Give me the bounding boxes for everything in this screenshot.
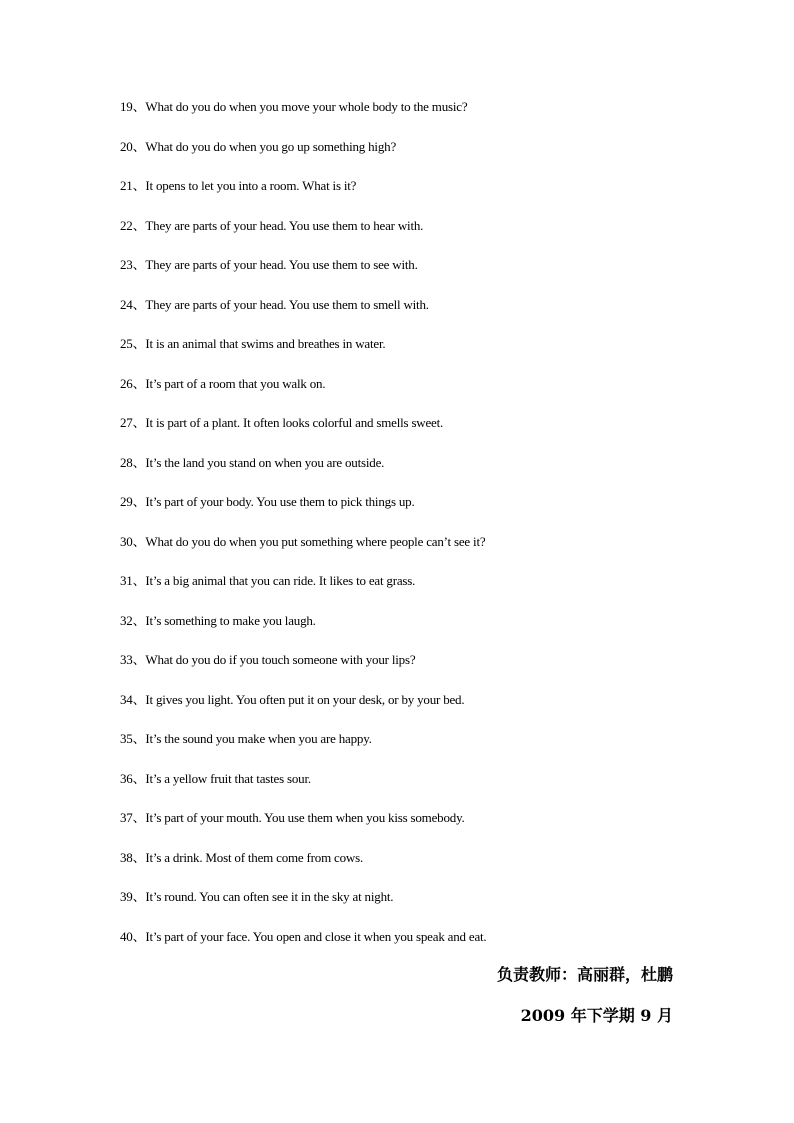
question-item: [120, 97, 720, 137]
question-text: It’s a big animal that you can ride. It likes to eat grass.: [145, 573, 416, 588]
question-text: What do you do when you put something where people can’t see it?: [145, 533, 486, 549]
question-number: 29、: [120, 494, 146, 509]
question-text: It’s part of your body. You use them to pick things up.: [145, 494, 415, 509]
question-item: [120, 295, 720, 335]
question-number: 23、: [120, 257, 146, 272]
question-item: [120, 137, 720, 177]
question-number: 31、: [120, 573, 146, 588]
question-number: 33、: [120, 652, 146, 667]
question-text: It’s the land you stand on when you are outside.: [145, 454, 385, 470]
question-number: 27、: [120, 415, 146, 430]
question-item: [120, 532, 720, 572]
question-number: 30、: [120, 533, 146, 549]
question-number: 37、: [120, 810, 146, 825]
question-text: They are parts of your head. You use them to see with.: [145, 257, 418, 272]
question-item: [120, 255, 720, 295]
question-item: [120, 453, 720, 493]
question-item: [120, 808, 720, 848]
question-list: [120, 97, 720, 966]
question-number: 34、: [120, 691, 146, 707]
question-item: [120, 571, 720, 611]
question-number: 36、: [120, 770, 146, 786]
question-item: [120, 374, 720, 414]
question-item: [120, 769, 720, 809]
question-text: It’s part of your mouth. You use them when you kiss somebody.: [145, 810, 465, 825]
question-item: [120, 729, 720, 769]
question-text: It’s part of a room that you walk on.: [145, 375, 326, 391]
question-number: 32、: [120, 612, 146, 628]
question-number: 19、: [120, 99, 146, 114]
question-text: It’s part of your face. You open and close it when you speak and eat.: [145, 928, 487, 944]
question-text: It gives you light. You often put it on your desk, or by your bed.: [145, 691, 465, 707]
question-text: It’s something to make you laugh.: [145, 612, 316, 628]
question-text: What do you do when you go up something high?: [145, 138, 397, 154]
semester-date: 2009 年下学期 9 月: [520, 1006, 673, 1025]
question-text: What do you do if you touch someone with your lips?: [145, 652, 416, 667]
question-text: It’s round. You can often see it in the sky at night.: [145, 889, 394, 904]
question-item: [120, 927, 720, 967]
question-item: [120, 650, 720, 690]
question-item: [120, 611, 720, 651]
question-item: [120, 413, 720, 453]
question-number: 25、: [120, 336, 146, 351]
question-number: 20、: [120, 138, 146, 154]
question-item: [120, 690, 720, 730]
question-item: [120, 334, 720, 374]
question-number: 21、: [120, 178, 146, 193]
question-text: It is an animal that swims and breathes in water.: [145, 336, 386, 351]
question-number: 26、: [120, 375, 146, 391]
question-text: It’s the sound you make when you are happy.: [145, 731, 372, 746]
question-text: They are parts of your head. You use them to smell with.: [145, 296, 429, 312]
question-text: It’s a drink. Most of them come from cows.: [145, 849, 364, 865]
question-item: [120, 492, 720, 532]
question-text: It’s a yellow fruit that tastes sour.: [145, 770, 311, 786]
question-item: [120, 848, 720, 888]
question-number: 28、: [120, 454, 146, 470]
question-number: 22、: [120, 217, 146, 233]
question-number: 38、: [120, 849, 146, 865]
question-text: They are parts of your head. You use them to hear with.: [145, 217, 424, 233]
question-item: [120, 216, 720, 256]
question-item: [120, 176, 720, 216]
question-text: It is part of a plant. It often looks colorful and smells sweet.: [145, 415, 444, 430]
question-item: [120, 887, 720, 927]
question-text: What do you do when you move your whole body to the music?: [145, 99, 468, 114]
question-number: 40、: [120, 928, 146, 944]
question-number: 39、: [120, 889, 146, 904]
responsible-teachers: 负责教师：高丽群，杜鹏: [496, 965, 673, 984]
question-number: 35、: [120, 731, 146, 746]
question-text: It opens to let you into a room. What is it?: [145, 178, 357, 193]
question-number: 24、: [120, 296, 146, 312]
